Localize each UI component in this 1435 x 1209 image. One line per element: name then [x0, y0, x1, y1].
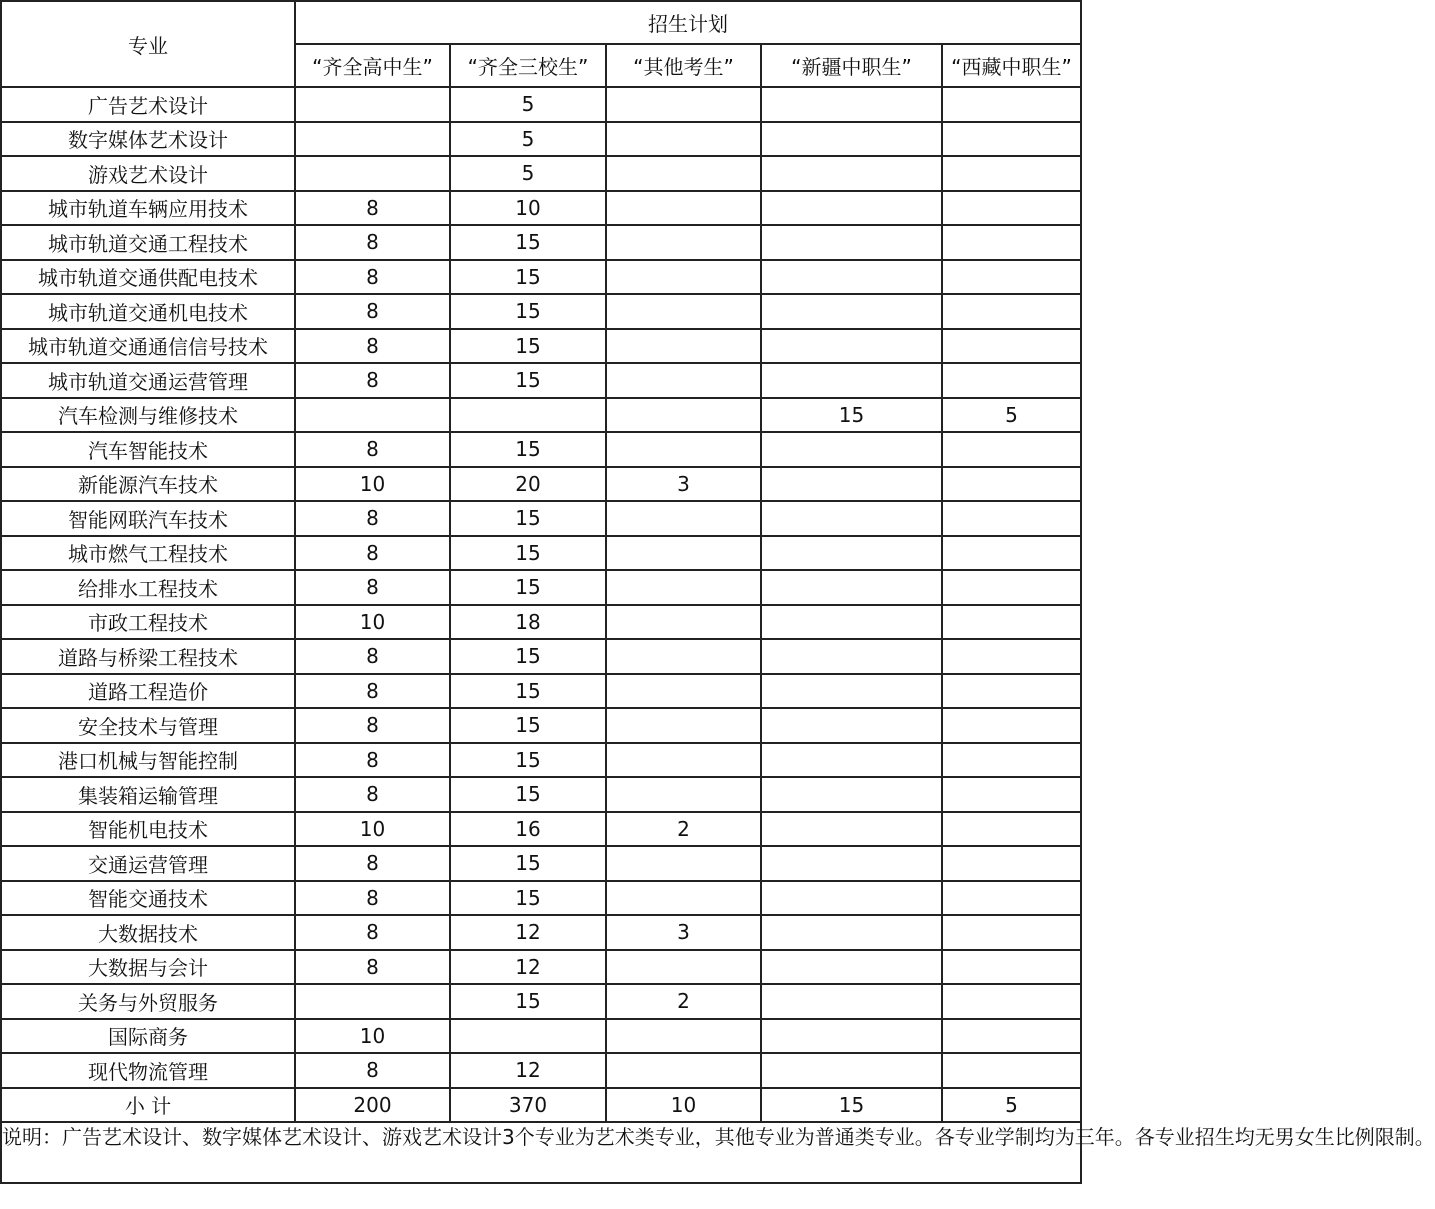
col-header: “齐全高中生” [295, 44, 450, 87]
major-name: 大数据技术 [1, 915, 295, 950]
major-name: 智能交通技术 [1, 881, 295, 916]
quota-cell [942, 122, 1081, 157]
quota-cell [606, 87, 761, 122]
quota-cell [761, 87, 942, 122]
quota-cell: 15 [450, 570, 606, 605]
major-name: 城市轨道交通供配电技术 [1, 260, 295, 295]
quota-cell: 15 [450, 432, 606, 467]
quota-cell [450, 398, 606, 433]
quota-cell: 15 [450, 846, 606, 881]
quota-cell [606, 432, 761, 467]
quota-cell [450, 1019, 606, 1054]
quota-cell [942, 743, 1081, 778]
major-name: 城市轨道交通运营管理 [1, 363, 295, 398]
quota-cell [942, 1019, 1081, 1054]
table-row [1, 122, 1081, 157]
quota-cell [942, 329, 1081, 364]
quota-cell [606, 950, 761, 985]
table-row [1, 260, 1081, 295]
major-name: 数字媒体艺术设计 [1, 122, 295, 157]
quota-cell [761, 570, 942, 605]
quota-cell: 2 [606, 812, 761, 847]
quota-cell: 8 [295, 225, 450, 260]
major-name: 城市轨道交通机电技术 [1, 294, 295, 329]
col-header: “其他考生” [606, 44, 761, 87]
quota-cell [606, 846, 761, 881]
quota-cell: 8 [295, 777, 450, 812]
quota-cell [606, 570, 761, 605]
quota-cell [606, 881, 761, 916]
table-row [1, 570, 1081, 605]
quota-cell [761, 777, 942, 812]
quota-cell [942, 191, 1081, 226]
table-row [1, 605, 1081, 640]
quota-cell: 8 [295, 674, 450, 709]
table-row [1, 846, 1081, 881]
quota-cell: 5 [450, 122, 606, 157]
quota-cell [942, 432, 1081, 467]
quota-cell [295, 122, 450, 157]
quota-cell [761, 846, 942, 881]
plan-header: 招生计划 [295, 1, 1081, 44]
quota-cell [942, 984, 1081, 1019]
quota-cell [606, 260, 761, 295]
quota-cell [942, 294, 1081, 329]
table-row [1, 294, 1081, 329]
quota-cell [761, 467, 942, 502]
quota-cell [761, 743, 942, 778]
quota-cell [942, 846, 1081, 881]
quota-cell [942, 708, 1081, 743]
major-name: 国际商务 [1, 1019, 295, 1054]
quota-cell: 10 [450, 191, 606, 226]
quota-cell: 15 [450, 777, 606, 812]
quota-cell [942, 87, 1081, 122]
quota-cell [295, 984, 450, 1019]
quota-cell: 8 [295, 639, 450, 674]
quota-cell [761, 294, 942, 329]
quota-cell: 8 [295, 260, 450, 295]
table-row [1, 950, 1081, 985]
major-name: 交通运营管理 [1, 846, 295, 881]
quota-cell: 15 [450, 501, 606, 536]
quota-cell: 16 [450, 812, 606, 847]
quota-cell [761, 329, 942, 364]
quota-cell: 10 [295, 1019, 450, 1054]
quota-cell [942, 536, 1081, 571]
quota-cell: 8 [295, 432, 450, 467]
quota-cell: 8 [295, 501, 450, 536]
major-name: 道路工程造价 [1, 674, 295, 709]
quota-cell [942, 674, 1081, 709]
quota-cell: 15 [450, 536, 606, 571]
quota-cell: 15 [450, 329, 606, 364]
quota-cell [761, 639, 942, 674]
quota-cell [761, 605, 942, 640]
quota-cell: 8 [295, 294, 450, 329]
quota-cell [942, 225, 1081, 260]
quota-cell [295, 398, 450, 433]
quota-cell [942, 467, 1081, 502]
table-row [1, 501, 1081, 536]
table-row [1, 536, 1081, 571]
col-header: “西藏中职生” [942, 44, 1081, 87]
quota-cell: 5 [942, 398, 1081, 433]
table-row [1, 777, 1081, 812]
quota-cell: 8 [295, 536, 450, 571]
major-name: 城市轨道交通工程技术 [1, 225, 295, 260]
quota-cell: 15 [761, 398, 942, 433]
table-row [1, 915, 1081, 950]
major-name: 大数据与会计 [1, 950, 295, 985]
major-name: 市政工程技术 [1, 605, 295, 640]
major-name: 新能源汽车技术 [1, 467, 295, 502]
quota-cell [606, 1019, 761, 1054]
quota-cell: 20 [450, 467, 606, 502]
quota-cell: 8 [295, 570, 450, 605]
quota-cell [606, 191, 761, 226]
major-name: 安全技术与管理 [1, 708, 295, 743]
quota-cell [606, 156, 761, 191]
table-row [1, 743, 1081, 778]
total-cell: 200 [295, 1088, 450, 1123]
quota-cell [942, 605, 1081, 640]
quota-cell: 15 [450, 294, 606, 329]
quota-cell [761, 674, 942, 709]
table-row [1, 1019, 1081, 1054]
total-label: 小 计 [1, 1088, 295, 1123]
table-row [1, 812, 1081, 847]
quota-cell [606, 329, 761, 364]
quota-cell: 8 [295, 329, 450, 364]
major-name: 汽车智能技术 [1, 432, 295, 467]
quota-cell: 8 [295, 915, 450, 950]
quota-cell [942, 777, 1081, 812]
quota-cell [606, 708, 761, 743]
quota-cell [606, 605, 761, 640]
quota-cell [942, 812, 1081, 847]
quota-cell: 3 [606, 915, 761, 950]
quota-cell [761, 432, 942, 467]
col-header: “新疆中职生” [761, 44, 942, 87]
major-name: 集装箱运输管理 [1, 777, 295, 812]
col-header: “齐全三校生” [450, 44, 606, 87]
quota-cell [761, 1053, 942, 1088]
major-name: 游戏艺术设计 [1, 156, 295, 191]
major-name: 智能机电技术 [1, 812, 295, 847]
quota-cell [761, 225, 942, 260]
quota-cell: 12 [450, 950, 606, 985]
table-row [1, 881, 1081, 916]
table-row [1, 329, 1081, 364]
quota-cell [761, 363, 942, 398]
table-row [1, 1053, 1081, 1088]
table-row [1, 87, 1081, 122]
quota-cell: 10 [295, 467, 450, 502]
quota-cell [942, 570, 1081, 605]
quota-cell: 15 [450, 984, 606, 1019]
quota-cell [606, 122, 761, 157]
quota-cell [942, 501, 1081, 536]
quota-cell [761, 501, 942, 536]
quota-cell [606, 777, 761, 812]
quota-cell [761, 1019, 942, 1054]
quota-cell [606, 674, 761, 709]
quota-cell [761, 984, 942, 1019]
quota-cell: 8 [295, 743, 450, 778]
total-cell: 5 [942, 1088, 1081, 1123]
total-cell: 370 [450, 1088, 606, 1123]
quota-cell [942, 639, 1081, 674]
table-row [1, 984, 1081, 1019]
quota-cell: 15 [450, 708, 606, 743]
major-name: 城市轨道车辆应用技术 [1, 191, 295, 226]
quota-cell: 8 [295, 846, 450, 881]
quota-cell: 10 [295, 812, 450, 847]
total-cell: 15 [761, 1088, 942, 1123]
major-name: 给排水工程技术 [1, 570, 295, 605]
quota-cell: 5 [450, 87, 606, 122]
quota-cell [942, 1053, 1081, 1088]
quota-cell: 3 [606, 467, 761, 502]
quota-cell [761, 812, 942, 847]
quota-cell [761, 122, 942, 157]
quota-cell: 12 [450, 1053, 606, 1088]
table-row [1, 398, 1081, 433]
major-name: 关务与外贸服务 [1, 984, 295, 1019]
major-header: 专业 [1, 1, 295, 87]
quota-cell [942, 363, 1081, 398]
quota-cell [942, 950, 1081, 985]
quota-cell [942, 260, 1081, 295]
quota-cell: 15 [450, 743, 606, 778]
quota-cell: 5 [450, 156, 606, 191]
major-name: 道路与桥梁工程技术 [1, 639, 295, 674]
quota-cell: 18 [450, 605, 606, 640]
table-row [1, 467, 1081, 502]
quota-cell [606, 743, 761, 778]
table-row [1, 191, 1081, 226]
quota-cell [606, 1053, 761, 1088]
quota-cell [942, 881, 1081, 916]
major-name: 港口机械与智能控制 [1, 743, 295, 778]
table-row [1, 674, 1081, 709]
quota-cell: 10 [295, 605, 450, 640]
quota-cell: 2 [606, 984, 761, 1019]
table-row [1, 225, 1081, 260]
quota-cell [761, 881, 942, 916]
total-row [1, 1088, 1081, 1123]
quota-cell [606, 225, 761, 260]
quota-cell [295, 87, 450, 122]
header-row [1, 1, 1081, 44]
quota-cell: 15 [450, 225, 606, 260]
quota-cell [761, 915, 942, 950]
table-row [1, 156, 1081, 191]
quota-cell [761, 950, 942, 985]
quota-cell [942, 915, 1081, 950]
quota-cell: 8 [295, 881, 450, 916]
major-name: 城市轨道交通通信信号技术 [1, 329, 295, 364]
quota-cell [761, 708, 942, 743]
quota-cell: 15 [450, 674, 606, 709]
quota-cell [606, 639, 761, 674]
quota-cell: 15 [450, 881, 606, 916]
quota-cell: 15 [450, 363, 606, 398]
major-name: 汽车检测与维修技术 [1, 398, 295, 433]
quota-cell [606, 501, 761, 536]
quota-cell: 8 [295, 950, 450, 985]
major-name: 智能网联汽车技术 [1, 501, 295, 536]
table-row [1, 708, 1081, 743]
quota-cell [761, 156, 942, 191]
quota-cell [606, 398, 761, 433]
total-cell: 10 [606, 1088, 761, 1123]
major-name: 现代物流管理 [1, 1053, 295, 1088]
quota-cell [606, 536, 761, 571]
quota-cell [295, 156, 450, 191]
quota-cell [761, 260, 942, 295]
quota-cell: 15 [450, 639, 606, 674]
quota-cell [761, 536, 942, 571]
quota-cell [942, 156, 1081, 191]
quota-cell: 15 [450, 260, 606, 295]
table-row [1, 432, 1081, 467]
note-text: 说明：广告艺术设计、数字媒体艺术设计、游戏艺术设计3个专业为艺术类专业，其他专业为普通类专业。各专业学制均为三年。各专业招生均无男女生比例限制。 [1, 1122, 1081, 1183]
quota-cell: 12 [450, 915, 606, 950]
quota-cell [761, 191, 942, 226]
table-row [1, 363, 1081, 398]
major-name: 城市燃气工程技术 [1, 536, 295, 571]
quota-cell: 8 [295, 363, 450, 398]
quota-cell: 8 [295, 1053, 450, 1088]
table-row [1, 639, 1081, 674]
quota-cell: 8 [295, 708, 450, 743]
note-row [1, 1122, 1081, 1183]
major-name: 广告艺术设计 [1, 87, 295, 122]
quota-cell: 8 [295, 191, 450, 226]
quota-cell [606, 363, 761, 398]
quota-cell [606, 294, 761, 329]
